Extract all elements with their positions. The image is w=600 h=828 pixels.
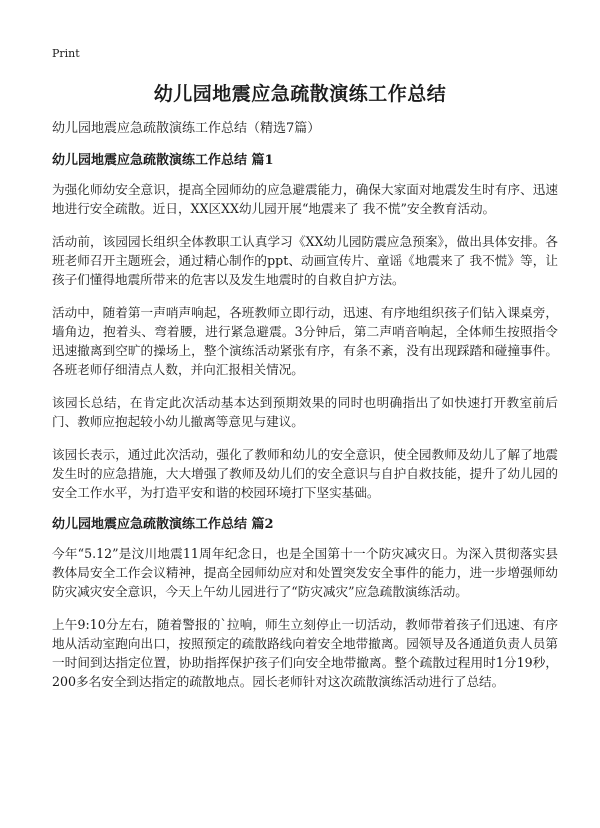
print-link[interactable]: Print — [52, 47, 80, 60]
paragraph: 活动前，该园园长组织全体教职工认真学习《XX幼儿园防震应急预案》，做出具体安排。各班老师召开主题班会，通过精心制作的ppt、动画宣传片、童谣《地震来了 我不慌》等，让孩子们懂得地震所带来的危害以及发生地震时的自救自护方法。 — [52, 234, 558, 287]
paragraph: 该园长表示，通过此次活动，强化了教师和幼儿的安全意识，使全园教师及幼儿了解了地震发生时的应急措施，大大增强了教师及幼儿们的安全意识与自护自救技能，提升了幼儿园的安全工作水平，为打造平安和谐的校园环境打下坚实基础。 — [52, 447, 558, 500]
paragraph: 上午9:10分左右，随着警报的`拉响，师生立刻停止一切活动，教师带着孩子们迅速、有序地从活动室跑向出口，按照预定的疏散路线向着安全地带撤离。园领导及各通道负责人员第一时间到达指定位置，协助指挥保护孩子们向安全地带撤离。整个疏散过程用时1分19秒，200多名安全到达指定的疏散地点。园长老师针对这次疏散演练活动进行了总结。 — [52, 617, 558, 689]
paragraph: 今年“5.12”是汶川地震11周年纪念日，也是全国第十一个防灾减灾日。为深入贯彻落实县教体局安全工作会议精神，提高全园师幼应对和处置突发安全事件的能力，进一步增强师幼防灾减灾安全意识，今天上午幼儿园进行了“防灾减灾”应急疏散演练活动。 — [52, 546, 558, 599]
paragraph: 活动中，随着第一声哨声响起，各班教师立即行动，迅速、有序地组织孩子们钻入课桌旁，墙角边，抱着头、弯着腰，进行紧急避震。3分钟后，第二声哨音响起，全体师生按照指令迅速撤离到空旷的操场上，整个演练活动紧张有序，有条不紊，没有出现踩踏和碰撞事件。各班老师仔细清点人数，并向汇报相关情况。 — [52, 305, 558, 377]
section-heading: 幼儿园地震应急疏散演练工作总结 篇2 — [52, 517, 274, 532]
section-2 — [52, 516, 558, 691]
document-body — [52, 120, 558, 705]
paragraph: 为强化师幼安全意识，提高全园师幼的应急避震能力，确保大家面对地震发生时有序、迅速地进行安全疏散。近日，XX区XX幼儿园开展“地震来了 我不慌”安全教育活动。 — [52, 182, 558, 216]
section-1 — [52, 152, 558, 502]
paragraph: 该园长总结，在肯定此次活动基本达到预期效果的同时也明确指出了如快速打开教室前后门、教师应抱起较小幼儿撤离等意见与建议。 — [52, 395, 558, 429]
document-title: 幼儿园地震应急疏散演练工作总结 — [153, 83, 447, 105]
section-heading: 幼儿园地震应急疏散演练工作总结 篇1 — [52, 153, 274, 168]
document-subtitle: 幼儿园地震应急疏散演练工作总结（精选7篇） — [52, 121, 321, 136]
